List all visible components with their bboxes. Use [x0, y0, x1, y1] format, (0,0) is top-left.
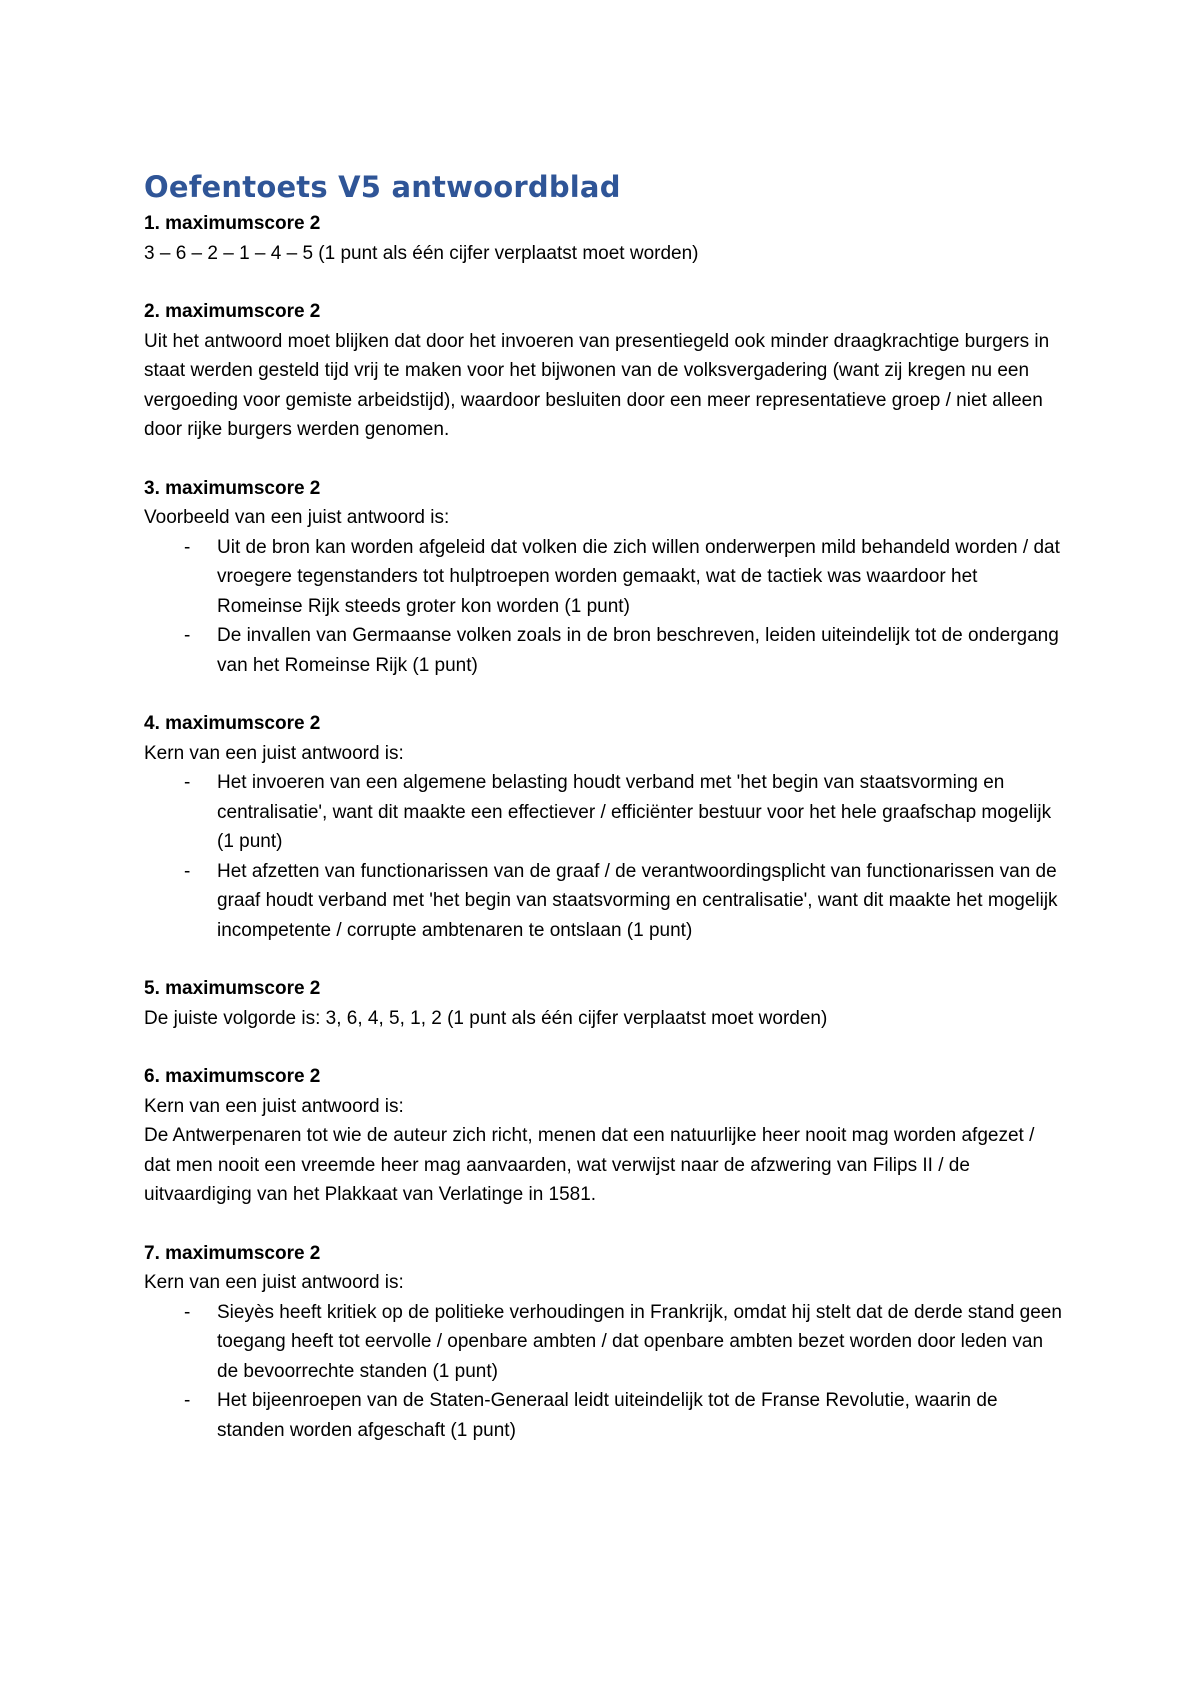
- answer-sheet-page: [144, 168, 1064, 1445]
- answer-text: 3 – 6 – 2 – 1 – 4 – 5 (1 punt als één cijfer verplaatst moet worden): [144, 242, 699, 264]
- question-heading: 6. maximumscore 2: [144, 1066, 321, 1087]
- bullet-dash: -: [184, 536, 191, 558]
- bullet-dash: -: [184, 625, 191, 646]
- answer-bullet-list: [144, 768, 1064, 945]
- bullet-text: Het bijeenroepen van de Staten-Generaal leidt uiteindelijk tot de Franse Revolutie, waarin de standen worden afgeschaft (1 punt): [217, 1390, 998, 1441]
- answer-text: De Antwerpenaren tot wie de auteur zich richt, menen dat een natuurlijke heer nooit mag worden afgezet / dat men nooit een vreemde heer mag aanvaarden, wat verwijst naar de afzwering van Filips II / de uitvaardiging van het Plakkaat van Verlatinge in 1581.: [144, 1125, 1035, 1205]
- answer-intro: Kern van een juist antwoord is:: [144, 742, 404, 764]
- answer-text: Uit het antwoord moet blijken dat door het invoeren van presentiegeld ook minder draagkrachtige burgers in staat werden gesteld tijd vrij te maken voor het bijwonen van de volksvergadering (want zij kregen nu een vergoeding voor gemiste arbeidstijd), waardoor besluiten door een meer representatieve groep / niet alleen door rijke burgers werden genomen.: [144, 330, 1050, 440]
- answer-bullet: [144, 1386, 1064, 1445]
- bullet-text: Het invoeren van een algemene belasting houdt verband met 'het begin van staatsvorming en centralisatie', want dit maakte een effectiever / efficiënter bestuur voor het hele graafschap mogelijk (1 punt): [217, 772, 1052, 852]
- question-5: [144, 974, 1064, 1033]
- question-heading: 5. maximumscore 2: [144, 978, 321, 999]
- answer-bullet: [144, 621, 1064, 680]
- answer-bullet: [144, 768, 1064, 857]
- answer-text: De juiste volgorde is: 3, 6, 4, 5, 1, 2 (1 punt als één cijfer verplaatst moet worden): [144, 1007, 828, 1029]
- bullet-text: Sieyès heeft kritiek op de politieke verhoudingen in Frankrijk, omdat hij stelt dat de derde stand geen toegang heeft tot eervolle / openbare ambten / dat openbare ambten bezet worden door leden van de bevoorrechte standen (1 punt): [217, 1301, 1062, 1382]
- question-heading: 2. maximumscore 2: [144, 301, 321, 322]
- answer-bullet-list: [144, 1298, 1064, 1446]
- question-heading: 3. maximumscore 2: [144, 477, 321, 499]
- question-4: [144, 709, 1064, 945]
- answer-bullet: [144, 533, 1064, 622]
- bullet-dash: -: [184, 1390, 191, 1411]
- answer-intro: Voorbeeld van een juist antwoord is:: [144, 507, 450, 528]
- question-1: [144, 209, 1064, 268]
- document-title: Oefentoets V5 antwoordblad: [144, 170, 621, 204]
- answer-bullet: [144, 857, 1064, 946]
- bullet-text: Uit de bron kan worden afgeleid dat volken die zich willen onderwerpen mild behandeld worden / dat vroegere tegenstanders tot hulptroepen worden gemaakt, wat de tactiek was waardoor het Romeinse Rijk steeds groter kon worden (1 punt): [217, 536, 1060, 617]
- question-6: [144, 1062, 1064, 1210]
- answer-intro: Kern van een juist antwoord is:: [144, 1095, 404, 1117]
- bullet-text: De invallen van Germaanse volken zoals in de bron beschreven, leiden uiteindelijk tot de ondergang van het Romeinse Rijk (1 punt): [217, 625, 1059, 676]
- question-heading: 7. maximumscore 2: [144, 1242, 321, 1264]
- answer-bullet-list: [144, 533, 1064, 681]
- answer-bullet: [144, 1298, 1064, 1387]
- bullet-text: Het afzetten van functionarissen van de graaf / de verantwoordingsplicht van functionarissen van de graaf houdt verband met 'het begin van staatsvorming en centralisatie', want dit maakte het mogelijk incompetente / corrupte ambtenaren te ontslaan (1 punt): [217, 860, 1058, 941]
- bullet-dash: -: [184, 772, 191, 793]
- answer-intro: Kern van een juist antwoord is:: [144, 1272, 404, 1293]
- bullet-dash: -: [184, 860, 191, 882]
- question-3: [144, 474, 1064, 681]
- question-7: [144, 1239, 1064, 1446]
- bullet-dash: -: [184, 1301, 191, 1323]
- question-2: [144, 297, 1064, 445]
- question-heading: 1. maximumscore 2: [144, 213, 321, 234]
- question-heading: 4. maximumscore 2: [144, 713, 321, 734]
